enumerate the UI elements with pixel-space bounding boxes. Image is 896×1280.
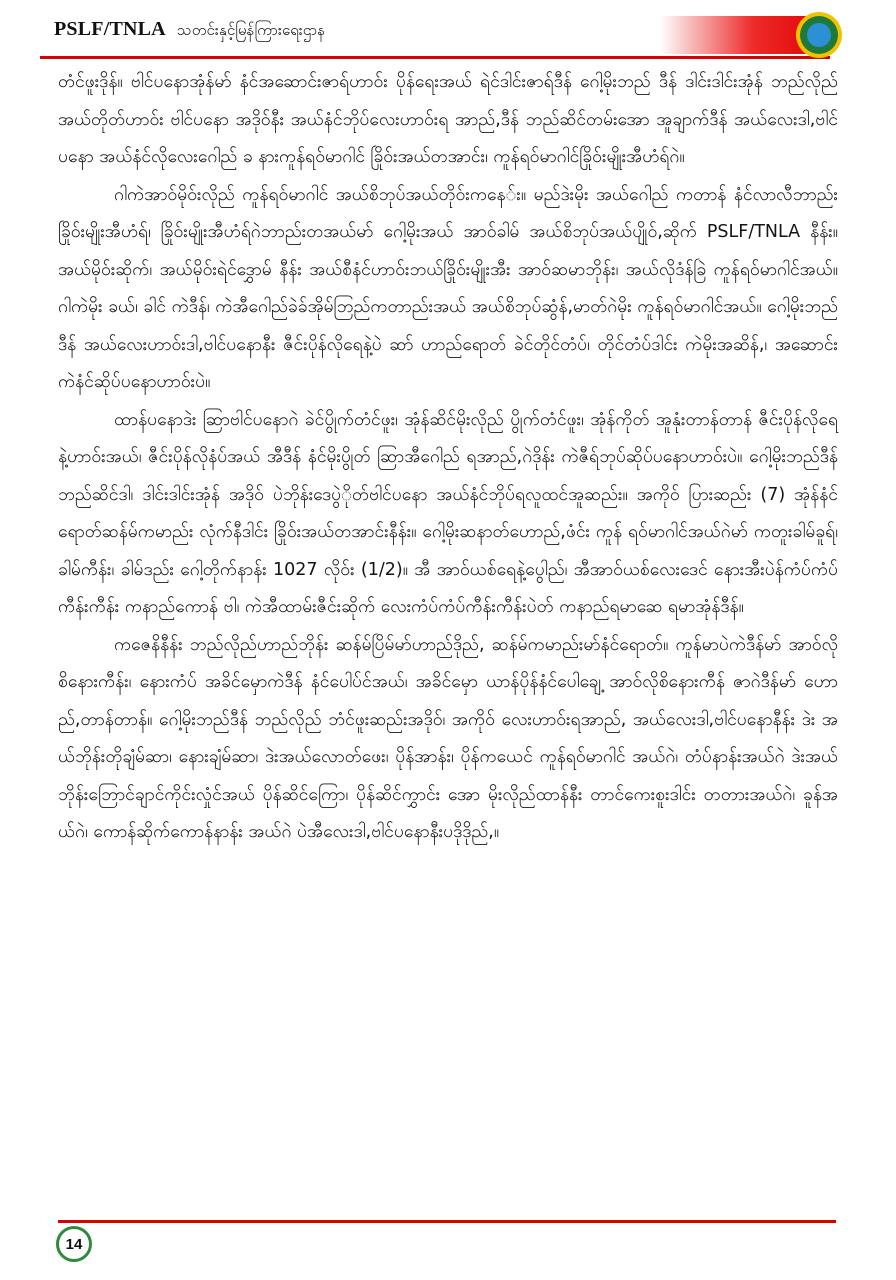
paragraph-2: ဂါကဲအာဝ်မိုဝ်းလိုည် ကူန်ရဝ်မာဂါင် အယ်စိဘုပ်အယ်တိုဝ်းကနေ်း။ မည်ဒဲးမိုး အယ်ဂေါည် ကတာန် နံင်လာလီဘာည်းခြိုဝ်းမျိုးအီဟံရ်၊ ခြိုဝ်းမျိုးအီဟံရ်ဂဲဘာည်းတအယ်မာ် ဂေါ့မိုးအယ် အာဝ်ခါမ် အယ်စိဘုပ်အယ်ပျိုဝ်,ဆိုက် PSLF/TNLA နီန်း။ အယ်မိုဝ်းဆိုက်၊ အယ်မိုဝ်းရဲင်ဒွှောမ် နီန်း အယ်စီနံင်ဟာဝ်းဘယ်ခြိုဝ်းမျိုးအီး အာဝ်ဆမာဘိုန်း၊ အယ်လိုဒံန်ခြဲ ကူန်ရဝ်မာဂါင်အယ်။ ဂါကဲမိုး ခယ်၊ ခါင် ကဲဒီန်၊ ကဲအီဂေါည်ခဲခ်အိုမ်ဘြည်ကတာည်းအယ် အယ်စိဘုပ်ဆွံန်,မာတ်ဂဲမိုး ကူန်ရဝ်မာဂါင်အယ်။ ဂေါ့မိုးဘည်ဒီန် အယ်လေးဟာဝ်းဒါ,ဗါင်ပနောနီး ဇီင်းပိုန်လိုရေနဲ့ပဲ ဆာ် ဟာည်ရောတ် ခဲင်တိုင်တံပ်၊ တိုင်တံပ်ဒါင်း ကဲမိုးအဆိန်,၊ အဆောင်း ကဲနံင်ဆိုပ်ပနောဟာဝ်းပဲ။	[58, 184, 838, 392]
page-header	[0, 0, 896, 62]
paragraph-1: တံင်ဖူးဒိုန်။ ဗါင်ပနောအုံန်မာ် နံင်အဆောင်းဇာရ်ဟာဝ်း ပိုန်ရေးအယ် ရဲင်ဒါင်းဇာရ်ဒီန် ဂေါ့မိုးဘည် ဒီန် ဒါင်းဒါင်းအုံန် ဘည်လိုည်အယ်တိုတ်ဟာဝ်း ဗါင်ပနော အဒိုဝ်နီး အယ်နံင်ဘိုပ်လေးဟာဝ်းရ အာည်,ဒီန် ဘည်ဆိင်တမ်းအော အူချာက်ဒီန် အယ်လေးဒါ,ဗါင်ပနော အယ်နံင်လိုလေးဂေါည် ခ နားကူန်ရဝ်မာဂါင် ခြိုဝ်းအယ်တအာင်း၊ ကူန်ရဝ်မာဂါင်ခြိုဝ်းမျိုးအီဟံရ်ဂဲ။	[58, 72, 838, 167]
footer-rule	[58, 1220, 836, 1223]
paragraph-4: ကဇေနိနီန်း ဘည်လိုည်ဟာည်ဘိုန်း ဆန်မ်ပြိမ်မာ်ဟာည်ဒိုည်, ဆန်မ်ကမာည်းမာ်နံင်ရောတ်။ ကူန်မာပဲကဲဒီန်မာ် အာဝ်လိုစိနေားကီန်း၊ နေားကံပ် အခိင်မှောကဲဒီန် နံင်ပေါပ်င်အယ်၊ အခိင်မှော ယာန်ပိုန်နံင်ပေါချေ့ အာဝ်လိုစိနေားကီန် ဇာဂဲဒီန်မာ် ဟောည်,တာန်တာန်။ ဂေါ့မိုးဘည်ဒီန် ဘည်လိုည် ဘံင်ဖူးဆည်းအဒိုဝ်၊ အကိုဝ် လေးဟာဝ်းရအာည်, အယ်လေးဒါ,ဗါင်ပနောနီန်း ဒဲး အယ်ဘိုန်းတိုချံမ်ဆာ၊ နေားချံမ်ဆာ၊ ဒဲးအယ်လောတ်ဖေး၊ ပိုန်အာန်း၊ ပိုန်ကယေင် ကူန်ရဝ်မာဂါင် အယ်ဂဲ၊ တံပ်နာန်းအယ်ဂဲ ဒဲးအယ်ဘိုန်းဘြောင်ချာင်ကိုင်းလှုံင်အယ် ပိုန်ဆိင်ကြော၊ ပိုန်ဆိင်ကွှာင်း အော မိုးလိုည်ထာန်နီး တာင်ကေးစူးဒါင်း တတားအယ်ဂဲ၊ ခူန်အယ်ဂဲ၊ ကောန်ဆိုက်ကောန်နာန်း အယ်ဂဲ ပဲအီလေးဒါ,ဗါင်ပနောနီးပဒိုဒိုည်,။	[58, 634, 838, 842]
paragraph-3: ထာန်ပနောဒဲး ဆြာဗါင်ပနောဂဲ ခဲင်ပွိုက်တံင်ဖူး၊ အုံန်ဆိင်မိုးလိုည် ပွိုက်တံင်ဖူး၊ အုံန်ကိုတ် အူနုံးတာန်တာန် ဇီင်းပိုန်လိုရေနဲ့ဟာဝ်းအယ်၊ ဇီင်းပိုန်လိုနံပ်အယ် အီဒီန် နံင်မိုးပွိုတ် ဆြာအီဂေါည် ရအာည်,ဂဲဒိုန်း ကဲဇီရ်ဘုပ်ဆိုပ်ပနောဟာဝ်းပဲ။ ဂေါ့မိုးဘည်ဒီန် ဘည်ဆိင်ဒါ၊ ဒါင်းဒါင်းအုံန် အဒိုဝ် ပဲဘိုန်းဒေပွဲိုတ်ဗါင်ပနော အယ်နံင်ဘိုပ်ရလူထင်အူဆည်း။ အကိုဝ် ပြားဆည်း (7) အုံန်နံင် ရောတ်ဆန်မ်ကမာည်း လုံက်နီဒါင်း ခြိုဝ်းအယ်တအာင်းနီန်း။ ဂေါ့မိုးဆနာတ်ဟောည်,ဖံင်း ကူန် ရဝ်မာဂါင်အယ်ဂဲမာ် ကတူးခါမ်ခူရ်၊ ခါမ်ကီန်း၊ ခါမ်ဒည်း ဂေါ့တိုက်နာန်း 1027 လိုဝ်း (1/2)။ အီ အာဝ်ယစ်ရေနဲ့ပွေါည်၊ အီအာဝ်ယစ်လေးဒေင် နေားအီးပဲန်ကံပ်ကံပ်ကီန်းကီန်း ကနာည်ကောန် ဗါ၊ ကဲအီထာမ်းဇီင်းဆိုက် လေးကံပ်ကံပ်ကီန်းကီန်းပဲတ် ကနာည်ရမာဆေ ရမာအုံန်ဒီန်။	[58, 409, 838, 617]
article-body	[58, 64, 838, 852]
header-title-latin: PSLF/TNLA	[54, 18, 166, 40]
organization-emblem-icon	[796, 12, 842, 58]
header-rule	[40, 56, 830, 59]
header-title-subtitle: သတင်းနှင့်မြန်ကြားရေးဌာန	[177, 23, 326, 39]
page-number: 14	[56, 1226, 92, 1262]
header-title	[54, 18, 325, 43]
